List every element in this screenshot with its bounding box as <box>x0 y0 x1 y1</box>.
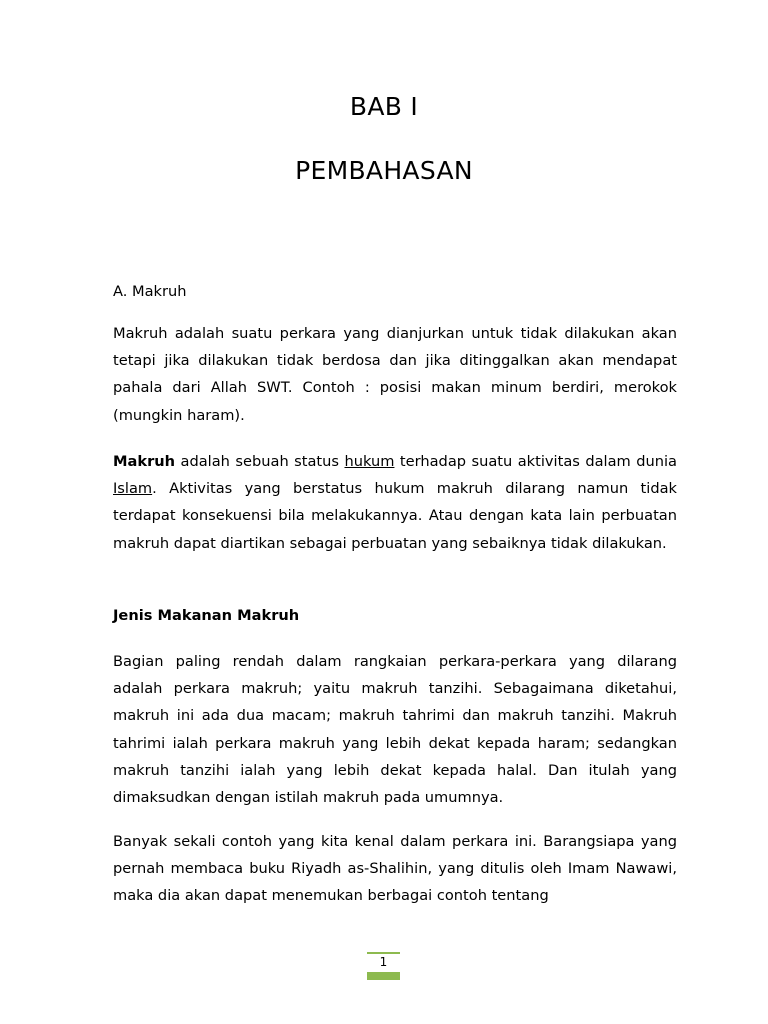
chapter-heading: BAB I <box>349 92 419 121</box>
page-number: 1 <box>379 955 388 969</box>
text-span: . Aktivitas yang berstatus hukum makruh dilarang namun tidak terdapat konsekuensi bila melakukannya. Atau dengan kata lain perbuatan makruh dapat diartikan sebagai perbuatan yang sebaiknya tidak dilakukan. <box>113 480 677 552</box>
link-hukum[interactable]: hukum <box>344 453 395 470</box>
page-number-bar <box>367 972 400 980</box>
link-islam[interactable]: Islam <box>113 480 153 498</box>
paragraph-definition <box>113 320 677 429</box>
chapter-title: PEMBAHASAN <box>295 156 473 185</box>
paragraph-makruh-tanzihi <box>113 648 677 811</box>
paragraph-text: Makruh adalah suatu perkara yang dianjurkan untuk tidak dilakukan akan tetapi jika dilakukan tidak berdosa dan jika ditinggalkan akan mendapat pahala dari Allah SWT. Contoh : posisi makan minum berdiri, merokok (mungkin haram). <box>113 325 677 424</box>
paragraph-status-hukum <box>113 448 677 557</box>
bold-term: Makruh <box>113 453 176 470</box>
text-span: terhadap suatu aktivitas dalam dunia <box>394 453 677 470</box>
subheading-jenis-makanan: Jenis Makanan Makruh <box>113 607 300 624</box>
section-heading-makruh: A. Makruh <box>113 283 187 300</box>
paragraph-contoh <box>113 828 677 910</box>
text-span: adalah sebuah status <box>175 453 345 470</box>
page-number-box <box>367 952 400 980</box>
paragraph-text: Bagian paling rendah dalam rangkaian perkara-perkara yang dilarang adalah perkara makruh; yaitu makruh tanzihi. Sebagaimana diketahui, makruh ini ada dua macam; makruh tahrimi dan makruh tanzihi. Makruh tahrimi ialah perkara makruh yang lebih dekat kepada haram; sedangkan makruh tanzihi ialah yang lebih dekat kepada halal. Dan itulah yang dimaksudkan dengan istilah makruh pada umumnya. <box>113 653 677 807</box>
page-number-top-rule <box>367 952 400 954</box>
paragraph-text: Banyak sekali contoh yang kita kenal dalam perkara ini. Barangsiapa yang pernah membaca buku Riyadh as-Shalihin, yang ditulis oleh Imam Nawawi, maka dia akan dapat menemukan berbagai contoh tentang <box>113 833 677 905</box>
